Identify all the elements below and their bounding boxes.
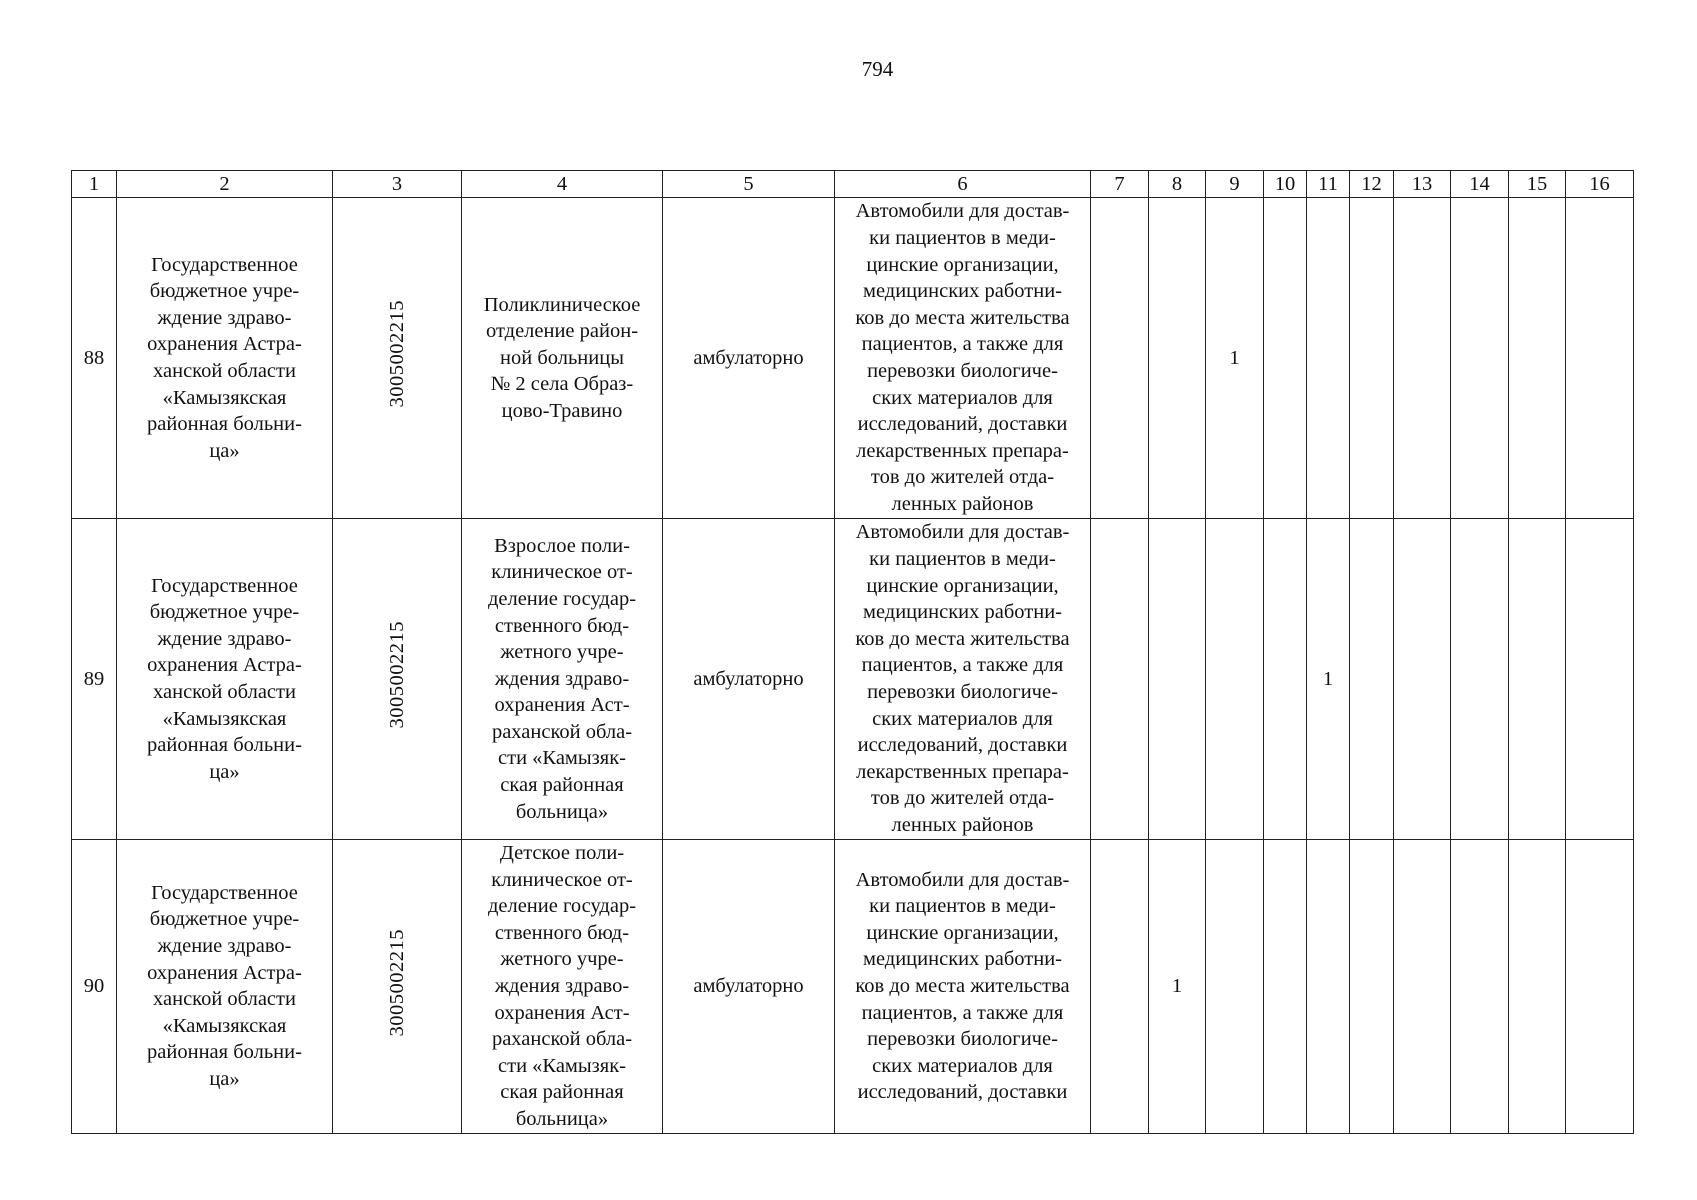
col-10-value [1264,519,1307,840]
table-row [72,198,1634,519]
col-7-value [1091,519,1149,840]
header-cell-10: 10 [1264,171,1307,198]
col-15-value [1509,840,1566,1134]
col-8-value [1149,519,1206,840]
header-cell-3: 3 [333,171,462,198]
col-16-value [1566,840,1634,1134]
col-10-value [1264,840,1307,1134]
col-7-value [1091,840,1149,1134]
col-14-value [1451,198,1509,519]
code-cell [333,519,462,840]
col-8-value: 1 [1149,840,1206,1134]
unit-name: Поликлиническое отделение район- ной больницы № 2 села Образ- цово-Травино [462,198,663,519]
col-14-value [1451,840,1509,1134]
col-10-value [1264,198,1307,519]
care-mode: амбулаторно [663,840,835,1134]
col-15-value [1509,519,1566,840]
header-cell-9: 9 [1206,171,1264,198]
organization-code: 3005002215 [385,928,408,1037]
code-cell [333,198,462,519]
care-mode: амбулаторно [663,519,835,840]
vehicle-purpose: Автомобили для достав- ки пациентов в меди- цинские организации, медицинских работни- ков до места жительства пациентов, а также для перевозки биологиче- ских материалов для исследований, доставки лекарственных препара- тов до жителей отда- ленных районов [835,198,1091,519]
col-13-value [1394,840,1451,1134]
header-cell-2: 2 [117,171,333,198]
header-cell-1: 1 [72,171,117,198]
data-table [71,170,1634,1134]
header-cell-15: 15 [1509,171,1566,198]
col-12-value [1350,519,1394,840]
header-cell-6: 6 [835,171,1091,198]
col-8-value [1149,198,1206,519]
organization-code: 3005002215 [385,621,408,729]
col-16-value [1566,198,1634,519]
organization-name: Государственное бюджетное учре- ждение здраво- охранения Астра- ханской области «Камызякская районная больни- ца» [117,840,333,1134]
code-cell [333,840,462,1134]
header-cell-11: 11 [1307,171,1350,198]
col-11-value: 1 [1307,519,1350,840]
col-12-value [1350,840,1394,1134]
header-cell-7: 7 [1091,171,1149,198]
row-number: 88 [72,198,117,519]
row-number: 90 [72,840,117,1134]
vehicle-purpose: Автомобили для достав- ки пациентов в меди- цинские организации, медицинских работни- ков до места жительства пациентов, а также для перевозки биологиче- ских материалов для исследований, доставки [835,840,1091,1134]
col-11-value [1307,198,1350,519]
row-number: 89 [72,519,117,840]
unit-name: Детское поли- клиническое от- деление государ- ственного бюд- жетного учре- ждения здраво- охранения Аст- раханской обла- сти «Камызяк- ская районная больница» [462,840,663,1134]
table-row [72,519,1634,840]
col-7-value [1091,198,1149,519]
col-15-value [1509,198,1566,519]
col-13-value [1394,519,1451,840]
header-cell-13: 13 [1394,171,1451,198]
care-mode: амбулаторно [663,198,835,519]
col-13-value [1394,198,1451,519]
col-9-value: 1 [1206,198,1264,519]
col-12-value [1350,198,1394,519]
unit-name: Взрослое поли- клиническое от- деление государ- ственного бюд- жетного учре- ждения здраво- охранения Аст- раханской обла- сти «Камызяк- ская районная больница» [462,519,663,840]
header-cell-12: 12 [1350,171,1394,198]
organization-code: 3005002215 [385,300,408,408]
header-cell-16: 16 [1566,171,1634,198]
table-row [72,840,1634,1134]
col-11-value [1307,840,1350,1134]
organization-name: Государственное бюджетное учре- ждение здраво- охранения Астра- ханской области «Камызякская районная больни- ца» [117,198,333,519]
header-cell-8: 8 [1149,171,1206,198]
header-cell-5: 5 [663,171,835,198]
col-16-value [1566,519,1634,840]
col-9-value [1206,519,1264,840]
organization-name: Государственное бюджетное учре- ждение здраво- охранения Астра- ханской области «Камызякская районная больни- ца» [117,519,333,840]
vehicle-purpose: Автомобили для достав- ки пациентов в меди- цинские организации, медицинских работни- ков до места жительства пациентов, а также для перевозки биологиче- ских материалов для исследований, доставки лекарственных препара- тов до жителей отда- ленных районов [835,519,1091,840]
col-9-value [1206,840,1264,1134]
col-14-value [1451,519,1509,840]
page-number: 794 [861,57,894,81]
header-cell-14: 14 [1451,171,1509,198]
header-cell-4: 4 [462,171,663,198]
header-row [72,171,1634,198]
